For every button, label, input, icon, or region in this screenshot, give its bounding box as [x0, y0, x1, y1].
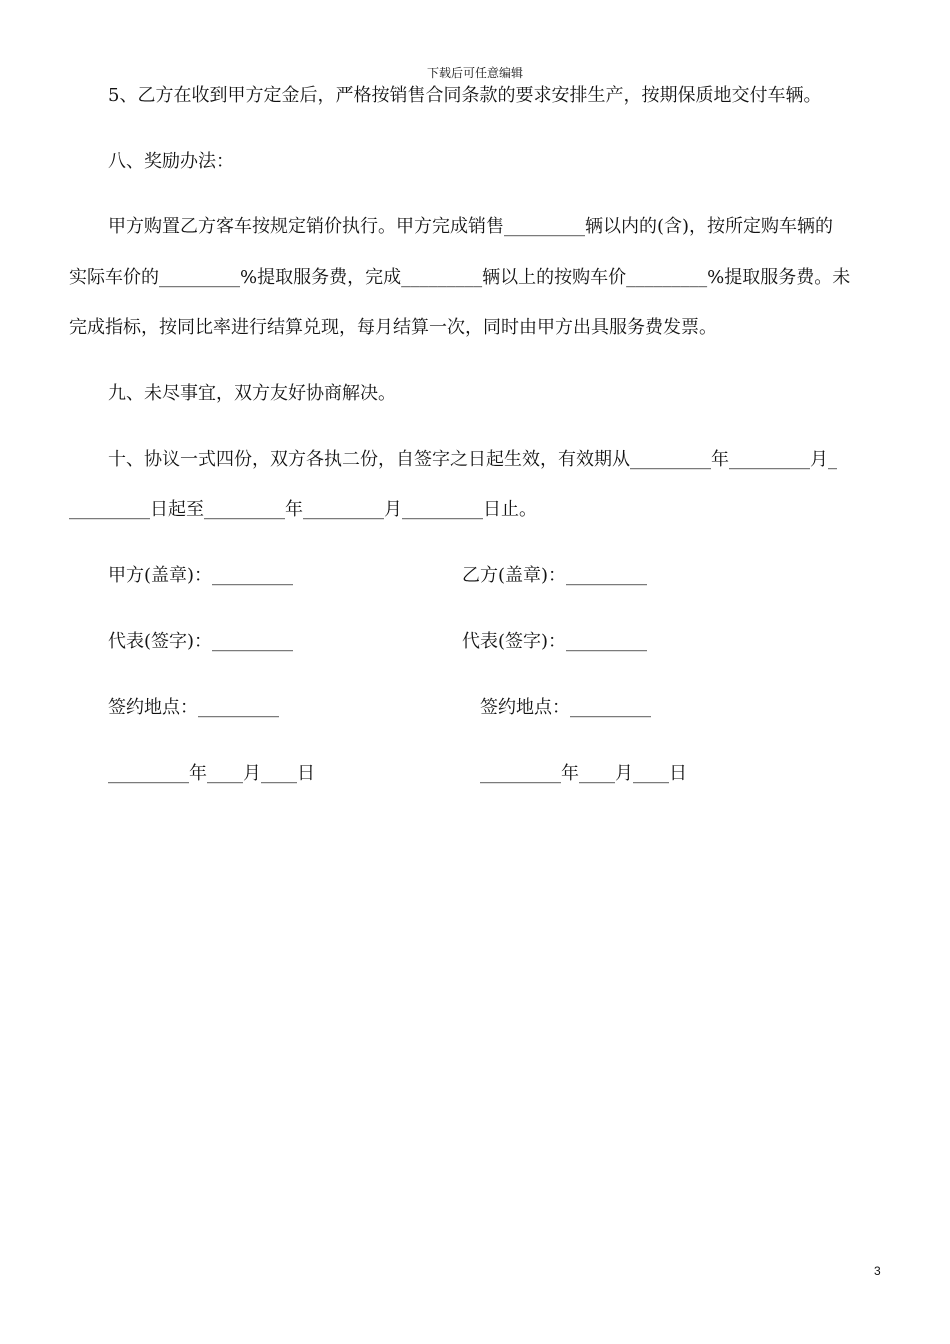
section-8-text-line-1: 甲方购置乙方客车按规定销价执行。甲方完成销售_________辆以内的(含)，按所定购车辆的 [108, 216, 834, 237]
section-10-text-line-1: 十、协议一式四份，双方各执二份，自签字之日起生效，有效期从_________年_________月_ [108, 449, 837, 470]
clause-5: 5、乙方在收到甲方定金后，严格按销售合同条款的要求安排生产，按期保质地交付车辆。 [108, 85, 822, 106]
party-b-seal: 乙方(盖章)：_________ [462, 565, 648, 586]
section-8-heading: 八、奖励办法： [108, 151, 234, 172]
party-b-signing-place: 签约地点：_________ [480, 697, 651, 718]
page-header: 下载后可任意编辑 [426, 66, 523, 80]
section-8-text-line-3: 完成指标，按同比率进行结算兑现，每月结算一次，同时由甲方出具服务费发票。 [69, 317, 717, 338]
party-a-seal: 甲方(盖章)：_________ [108, 565, 294, 586]
party-b-representative: 代表(签字)：_________ [462, 631, 648, 652]
party-a-signing-place: 签约地点：_________ [108, 697, 279, 718]
section-10-text-line-2: _________日起至_________年_________月_________日止。 [69, 499, 537, 520]
section-9-text: 九、未尽事宜，双方友好协商解决。 [108, 383, 396, 404]
page-number: 3 [874, 1264, 881, 1278]
party-b-date: _________年____月____日 [480, 763, 687, 784]
section-8-text-line-2: 实际车价的_________%提取服务费，完成_________辆以上的按购车价_________%提取服务费。未 [69, 267, 851, 288]
party-a-representative: 代表(签字)：_________ [108, 631, 294, 652]
party-a-date: _________年____月____日 [108, 763, 315, 784]
